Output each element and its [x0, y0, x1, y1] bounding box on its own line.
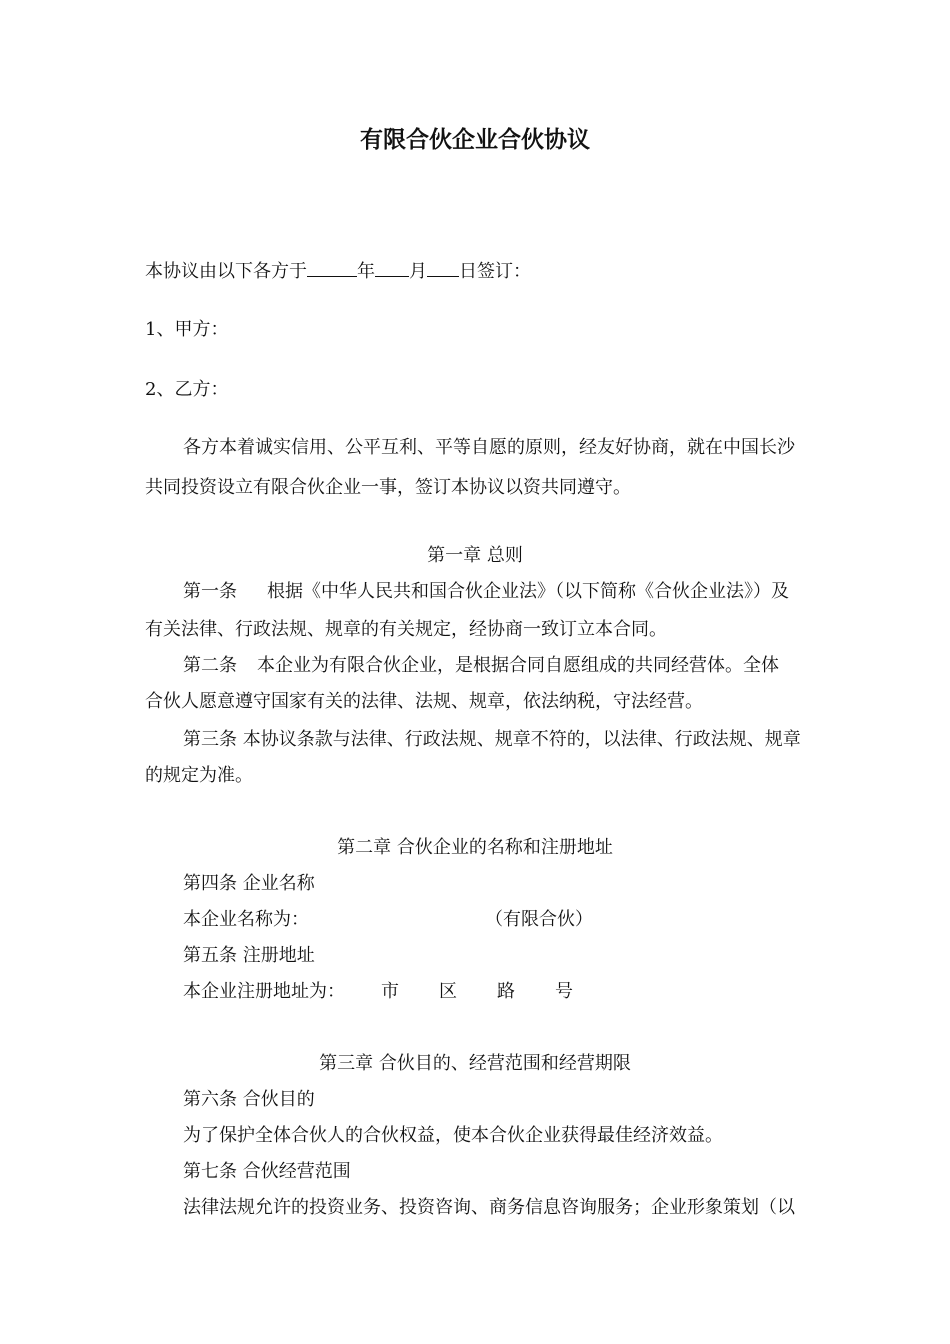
intro-year: 年 — [357, 261, 375, 282]
address-label: 本企业注册地址为： — [183, 981, 345, 1002]
article2-line-1 — [183, 654, 779, 678]
article2-text: 本企业为有限合伙企业，是根据合同自愿组成的共同经营体。全体 — [257, 655, 779, 676]
article7-heading: 第七条 合伙经营范围 — [183, 1161, 351, 1182]
article4-heading: 第四条 企业名称 — [183, 873, 315, 894]
article6-text: 为了保护全体合伙人的合伙权益，使本合伙企业获得最佳经济效益。 — [183, 1125, 723, 1146]
preamble-line-1: 各方本着诚实信用、公平互利、平等自愿的原则，经友好协商，就在中国长沙 — [183, 437, 795, 458]
article1-text: 根据《中华人民共和国合伙企业法》（以下简称《合伙企业法》）及 — [267, 581, 789, 602]
article2-label: 第二条 — [183, 655, 237, 676]
company-name-label: 本企业名称为： — [183, 909, 309, 930]
chapter3-heading: 第三章 合伙目的、经营范围和经营期限 — [319, 1053, 631, 1074]
article1-line-1 — [183, 580, 789, 604]
article3-line-2: 的规定为准。 — [145, 765, 253, 786]
article6-heading: 第六条 合伙目的 — [183, 1089, 315, 1110]
chapter2-heading: 第二章 合伙企业的名称和注册地址 — [337, 837, 613, 858]
year-blank[interactable] — [307, 258, 357, 277]
intro-month: 月 — [409, 261, 427, 282]
signing-date-line — [145, 258, 531, 284]
intro-prefix: 本协议由以下各方于 — [145, 261, 307, 282]
article3-line-1: 第三条 本协议条款与法律、行政法规、规章不符的，以法律、行政法规、规章 — [183, 729, 801, 750]
address-city: 市 — [381, 981, 399, 1002]
article1-label: 第一条 — [183, 581, 237, 602]
article2-line-2: 合伙人愿意遵守国家有关的法律、法规、规章，依法纳税，守法经营。 — [145, 691, 703, 712]
article7-text: 法律法规允许的投资业务、投资咨询、商务信息咨询服务；企业形象策划（以 — [183, 1197, 795, 1218]
day-blank[interactable] — [427, 258, 459, 277]
article1-line-2: 有关法律、行政法规、规章的有关规定，经协商一致订立本合同。 — [145, 619, 667, 640]
article5-heading: 第五条 注册地址 — [183, 945, 315, 966]
party-b-line: 2、乙方： — [145, 379, 229, 400]
address-road: 路 — [497, 981, 515, 1002]
intro-day: 日签订： — [459, 261, 531, 282]
party-a-line: 1、甲方： — [145, 319, 229, 340]
document-title: 有限合伙企业合伙协议 — [360, 126, 590, 153]
address-district: 区 — [439, 981, 457, 1002]
preamble-line-2: 共同投资设立有限合伙企业一事，签订本协议以资共同遵守。 — [145, 477, 631, 498]
month-blank[interactable] — [375, 258, 409, 277]
company-name-line — [183, 908, 593, 932]
address-number: 号 — [555, 981, 573, 1002]
address-line — [183, 980, 573, 1004]
company-name-suffix: （有限合伙） — [485, 909, 593, 930]
chapter1-heading: 第一章 总则 — [427, 545, 523, 566]
